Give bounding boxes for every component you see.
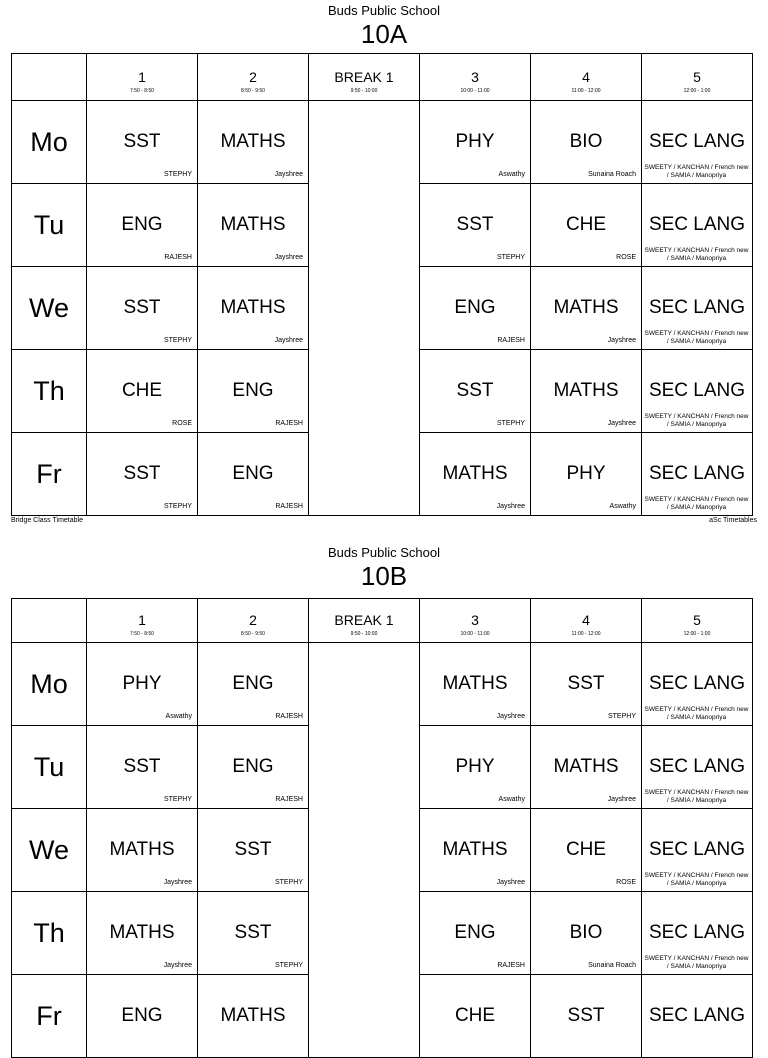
lesson-cell: [642, 809, 753, 892]
teacher: Jayshree: [496, 713, 525, 720]
break-header: [309, 599, 420, 643]
period-header: [198, 599, 309, 643]
period-label: 1: [138, 612, 146, 628]
day-label: Fr: [12, 975, 87, 1058]
lesson-cell: [420, 643, 531, 726]
teacher: SWEETY / KANCHAN / French new / SAMIA / Manopriya: [644, 955, 749, 970]
subject: SST: [567, 673, 605, 694]
subject: ENG: [232, 756, 274, 777]
lesson-cell: [531, 975, 642, 1058]
day-label: Mo: [12, 101, 87, 184]
period-time: 11:00 - 12:00: [571, 631, 601, 637]
subject: CHE: [121, 380, 163, 401]
period-label: 4: [582, 69, 590, 85]
period-header: [87, 599, 198, 643]
lesson-cell: [420, 184, 531, 267]
subject: SST: [123, 463, 161, 484]
lesson-cell: [198, 184, 309, 267]
lesson-cell: [531, 809, 642, 892]
teacher: Sunaina Roach: [588, 171, 636, 178]
day-row: [12, 643, 753, 726]
teacher: Jayshree: [496, 879, 525, 886]
period-label: 3: [471, 69, 479, 85]
footer-title: Bridge Class Timetable: [11, 517, 83, 524]
teacher: SWEETY / KANCHAN / French new / SAMIA / Manopriya: [644, 413, 749, 428]
lesson-cell: [642, 433, 753, 516]
period-label: BREAK 1: [334, 612, 394, 628]
lesson-cell: [198, 267, 309, 350]
subject: SST: [123, 297, 161, 318]
school-name: Buds Public School: [327, 545, 440, 560]
lesson-cell: [198, 975, 309, 1058]
subject: SST: [234, 922, 272, 943]
teacher: SWEETY / KANCHAN / French new / SAMIA / Manopriya: [644, 706, 749, 721]
lesson-cell: [642, 892, 753, 975]
lesson-cell: [87, 643, 198, 726]
subject: SEC LANG: [648, 673, 746, 694]
period-time: 8:50 - 9:50: [241, 631, 265, 637]
teacher: Aswathy: [498, 171, 525, 178]
period-header: [531, 54, 642, 101]
subject: ENG: [121, 214, 163, 235]
subject: ENG: [232, 380, 274, 401]
subject: MATHS: [220, 1005, 286, 1026]
teacher: Jayshree: [607, 420, 636, 427]
break-header: [309, 54, 420, 101]
class-title: 10B: [360, 561, 408, 591]
lesson-cell: [531, 892, 642, 975]
lesson-cell: [642, 643, 753, 726]
lesson-cell: [87, 975, 198, 1058]
lesson-cell: [531, 726, 642, 809]
subject: MATHS: [442, 839, 508, 860]
period-time: 7:50 - 8:50: [130, 88, 154, 94]
lesson-cell: [87, 350, 198, 433]
period-label: 5: [693, 69, 701, 85]
lesson-cell: [420, 809, 531, 892]
lesson-cell: [198, 809, 309, 892]
subject: SEC LANG: [648, 756, 746, 777]
subject: BIO: [569, 922, 603, 943]
subject: SEC LANG: [648, 1005, 746, 1026]
lesson-cell: [87, 267, 198, 350]
period-time: 12:00 - 1:00: [683, 631, 711, 637]
subject: SEC LANG: [648, 380, 746, 401]
day-label: We: [12, 809, 87, 892]
lesson-cell: [198, 643, 309, 726]
subject: MATHS: [220, 297, 286, 318]
lesson-cell: [642, 726, 753, 809]
teacher: SWEETY / KANCHAN / French new / SAMIA / Manopriya: [644, 247, 749, 262]
teacher: RAJESH: [275, 796, 303, 803]
teacher: Jayshree: [163, 879, 192, 886]
period-header: [642, 599, 753, 643]
subject: SST: [567, 1005, 605, 1026]
header-row: [12, 54, 753, 101]
subject: PHY: [455, 756, 495, 777]
day-label: We: [12, 267, 87, 350]
subject: MATHS: [220, 214, 286, 235]
teacher: Jayshree: [274, 337, 303, 344]
subject: ENG: [232, 673, 274, 694]
teacher: RAJESH: [275, 420, 303, 427]
teacher: RAJESH: [275, 503, 303, 510]
school-name: Buds Public School: [327, 3, 440, 18]
teacher: STEPHY: [274, 879, 303, 886]
lesson-cell: [198, 433, 309, 516]
lesson-cell: [420, 101, 531, 184]
lesson-cell: [198, 892, 309, 975]
teacher: STEPHY: [607, 713, 636, 720]
subject: SST: [456, 380, 494, 401]
subject: SST: [234, 839, 272, 860]
teacher: RAJESH: [497, 337, 525, 344]
teacher: Jayshree: [274, 254, 303, 261]
teacher: SWEETY / KANCHAN / French new / SAMIA / Manopriya: [644, 496, 749, 511]
period-time: 10:00 - 11:00: [460, 88, 490, 94]
period-header: [642, 54, 753, 101]
teacher: STEPHY: [163, 337, 192, 344]
teacher: Jayshree: [163, 962, 192, 969]
subject: PHY: [455, 131, 495, 152]
lesson-cell: [198, 101, 309, 184]
period-time: 9:50 - 10:00: [350, 88, 378, 94]
teacher: STEPHY: [163, 171, 192, 178]
lesson-cell: [87, 433, 198, 516]
subject: MATHS: [442, 463, 508, 484]
day-label: Tu: [12, 726, 87, 809]
period-label: BREAK 1: [334, 69, 394, 85]
subject: CHE: [565, 214, 607, 235]
subject: PHY: [566, 463, 606, 484]
subject: BIO: [569, 131, 603, 152]
subject: MATHS: [553, 297, 619, 318]
lesson-cell: [642, 101, 753, 184]
break-column: [309, 101, 420, 516]
teacher: STEPHY: [274, 962, 303, 969]
period-time: 11:00 - 12:00: [571, 88, 601, 94]
teacher: Jayshree: [607, 337, 636, 344]
teacher: SWEETY / KANCHAN / French new / SAMIA / Manopriya: [644, 789, 749, 804]
teacher: ROSE: [616, 254, 636, 261]
teacher: STEPHY: [163, 503, 192, 510]
subject: SEC LANG: [648, 214, 746, 235]
subject: SST: [123, 756, 161, 777]
lesson-cell: [531, 267, 642, 350]
teacher: Aswathy: [165, 713, 192, 720]
teacher: STEPHY: [496, 254, 525, 261]
period-time: 8:50 - 9:50: [241, 88, 265, 94]
day-label: Th: [12, 892, 87, 975]
lesson-cell: [531, 350, 642, 433]
corner-cell: [12, 599, 87, 643]
lesson-cell: [198, 350, 309, 433]
teacher: SWEETY / KANCHAN / French new / SAMIA / Manopriya: [644, 872, 749, 887]
period-time: 9:50 - 10:00: [350, 631, 378, 637]
subject: MATHS: [442, 673, 508, 694]
period-header: [420, 54, 531, 101]
teacher: Jayshree: [607, 796, 636, 803]
subject: SST: [123, 131, 161, 152]
teacher: RAJESH: [164, 254, 192, 261]
teacher: ROSE: [172, 420, 192, 427]
period-header: [531, 599, 642, 643]
lesson-cell: [87, 726, 198, 809]
subject: PHY: [122, 673, 162, 694]
lesson-cell: [87, 101, 198, 184]
lesson-cell: [642, 975, 753, 1058]
lesson-cell: [198, 726, 309, 809]
subject: ENG: [121, 1005, 163, 1026]
teacher: Jayshree: [496, 503, 525, 510]
day-label: Tu: [12, 184, 87, 267]
subject: MATHS: [553, 756, 619, 777]
subject: MATHS: [109, 839, 175, 860]
period-label: 1: [138, 69, 146, 85]
lesson-cell: [420, 350, 531, 433]
lesson-cell: [420, 433, 531, 516]
subject: CHE: [565, 839, 607, 860]
period-time: 12:00 - 1:00: [683, 88, 711, 94]
lesson-cell: [642, 184, 753, 267]
teacher: Sunaina Roach: [588, 962, 636, 969]
subject: SEC LANG: [648, 922, 746, 943]
teacher: Aswathy: [609, 503, 636, 510]
timetable-grid: [11, 598, 753, 1058]
teacher: ROSE: [616, 879, 636, 886]
lesson-cell: [531, 643, 642, 726]
header-row: [12, 599, 753, 643]
subject: SEC LANG: [648, 463, 746, 484]
lesson-cell: [420, 267, 531, 350]
period-label: 2: [249, 69, 257, 85]
period-header: [87, 54, 198, 101]
day-label: Fr: [12, 433, 87, 516]
day-row: [12, 101, 753, 184]
day-label: Mo: [12, 643, 87, 726]
lesson-cell: [531, 184, 642, 267]
subject: SEC LANG: [648, 297, 746, 318]
lesson-cell: [420, 726, 531, 809]
break-column: [309, 643, 420, 1058]
subject: SEC LANG: [648, 839, 746, 860]
lesson-cell: [531, 433, 642, 516]
subject: MATHS: [553, 380, 619, 401]
period-time: 7:50 - 8:50: [130, 631, 154, 637]
subject: MATHS: [220, 131, 286, 152]
teacher: SWEETY / KANCHAN / French new / SAMIA / Manopriya: [644, 164, 749, 179]
lesson-cell: [87, 892, 198, 975]
class-title: 10A: [360, 19, 408, 49]
teacher: STEPHY: [163, 796, 192, 803]
period-label: 3: [471, 612, 479, 628]
teacher: STEPHY: [496, 420, 525, 427]
subject: ENG: [454, 297, 496, 318]
subject: CHE: [454, 1005, 496, 1026]
teacher: RAJESH: [497, 962, 525, 969]
period-label: 5: [693, 612, 701, 628]
lesson-cell: [87, 809, 198, 892]
subject: MATHS: [109, 922, 175, 943]
teacher: SWEETY / KANCHAN / French new / SAMIA / Manopriya: [644, 330, 749, 345]
lesson-cell: [642, 267, 753, 350]
period-time: 10:00 - 11:00: [460, 631, 490, 637]
period-header: [420, 599, 531, 643]
lesson-cell: [642, 350, 753, 433]
teacher: Jayshree: [274, 171, 303, 178]
lesson-cell: [420, 892, 531, 975]
lesson-cell: [531, 101, 642, 184]
timetable-grid: [11, 53, 753, 516]
subject: ENG: [232, 463, 274, 484]
teacher: Aswathy: [498, 796, 525, 803]
lesson-cell: [87, 184, 198, 267]
day-label: Th: [12, 350, 87, 433]
teacher: RAJESH: [275, 713, 303, 720]
corner-cell: [12, 54, 87, 101]
subject: SEC LANG: [648, 131, 746, 152]
period-header: [198, 54, 309, 101]
footer-brand: aSc Timetables: [709, 517, 757, 524]
subject: SST: [456, 214, 494, 235]
subject: ENG: [454, 922, 496, 943]
period-label: 2: [249, 612, 257, 628]
lesson-cell: [420, 975, 531, 1058]
period-label: 4: [582, 612, 590, 628]
